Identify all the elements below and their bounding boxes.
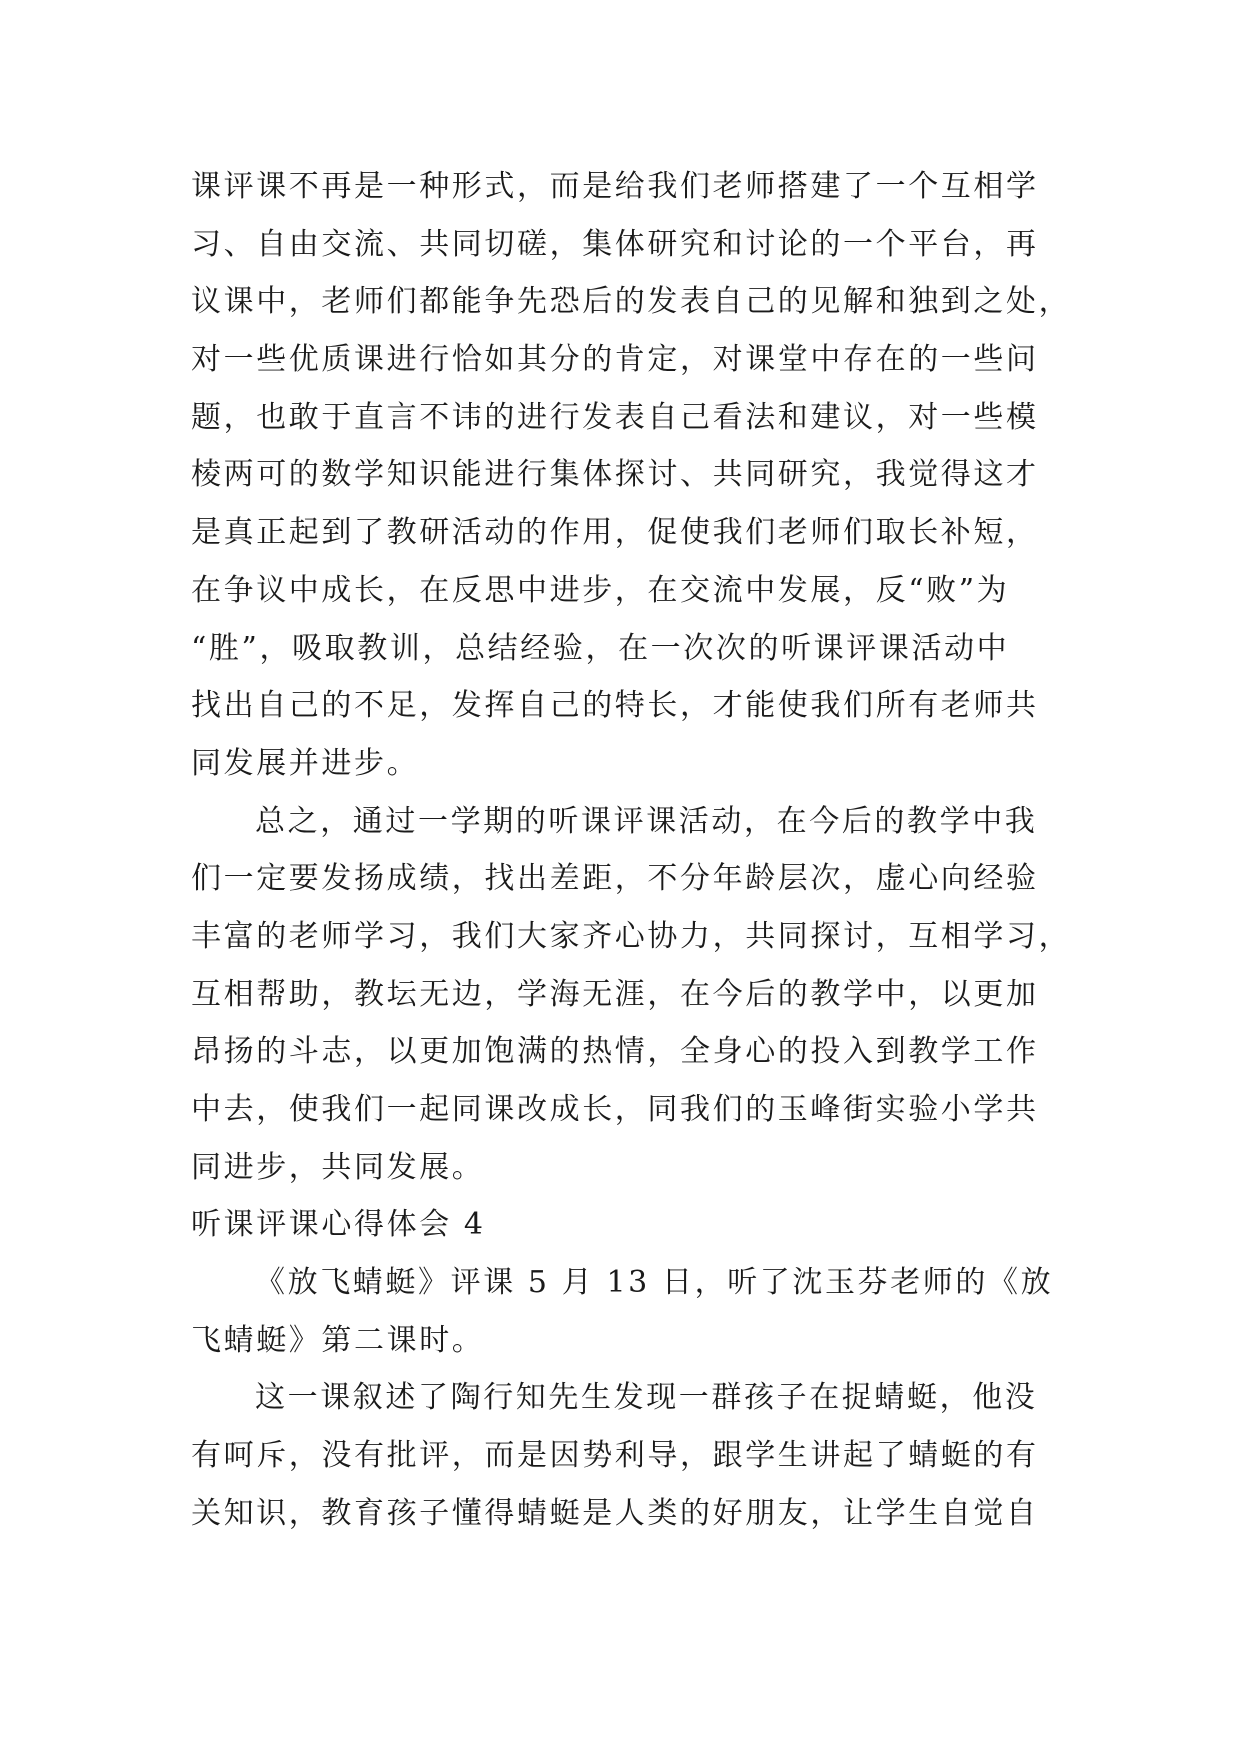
text-line: 飞蜻蜓》第二课时。 <box>191 1322 485 1358</box>
text-line: 有呵斥，没有批评，而是因势利导，跟学生讲起了蜻蜓的有 <box>191 1438 1039 1474</box>
text-line: 课评课不再是一种形式，而是给我们老师搭建了一个互相学 <box>191 169 1039 204</box>
text-line: 是真正起到了教研活动的作用，促使我们老师们取长补短， <box>191 515 1039 551</box>
text-line: “胜”，吸取教训，总结经验，在一次次的听课评课活动中 <box>191 630 1010 666</box>
text-line: 棱两可的数学知识能进行集体探讨、共同研究，我觉得这才 <box>191 457 1039 493</box>
text-line: 昂扬的斗志，以更加饱满的热情，全身心的投入到教学工作 <box>191 1034 1039 1070</box>
text-line: 习、自由交流、共同切磋，集体研究和讨论的一个平台，再 <box>191 226 1039 262</box>
text-line: 找出自己的不足，发挥自己的特长，才能使我们所有老师共 <box>191 688 1039 724</box>
document-body <box>191 158 1091 1543</box>
paragraph-first-line: 这一课叙述了陶行知先生发现一群孩子在捉蜻蜓，他没 <box>255 1380 1038 1416</box>
text-line: 议课中，老师们都能争先恐后的发表自己的见解和独到之处， <box>191 284 1072 320</box>
text-line: 对一些优质课进行恰如其分的肯定，对课堂中存在的一些问 <box>191 342 1039 378</box>
text-line: 中去，使我们一起同课改成长，同我们的玉峰街实验小学共 <box>191 1092 1039 1127</box>
text-line: 题，也敢于直言不讳的进行发表自己看法和建议，对一些模 <box>191 399 1039 435</box>
text-line: 丰富的老师学习，我们大家齐心协力，共同探讨，互相学习， <box>191 918 1072 954</box>
text-line: 同进步，共同发展。 <box>191 1149 485 1185</box>
text-line: 同发展并进步。 <box>191 745 420 781</box>
paragraph-first-line: 总之，通过一学期的听课评课活动，在今后的教学中我 <box>255 803 1038 839</box>
text-line: 在争议中成长，在反思中进步，在交流中发展，反“败”为 <box>191 572 1010 608</box>
section-heading: 听课评课心得体会 4 <box>191 1207 486 1243</box>
paragraph-first-line: 《放飞蜻蜓》评课 5 月 13 日，听了沈玉芬老师的《放 <box>255 1265 1054 1301</box>
text-line: 关知识，教育孩子懂得蜻蜓是人类的好朋友，让学生自觉自 <box>191 1495 1039 1531</box>
text-line: 互相帮助，教坛无边，学海无涯，在今后的教学中，以更加 <box>191 976 1039 1012</box>
text-line: 们一定要发扬成绩，找出差距，不分年龄层次，虚心向经验 <box>191 861 1039 897</box>
